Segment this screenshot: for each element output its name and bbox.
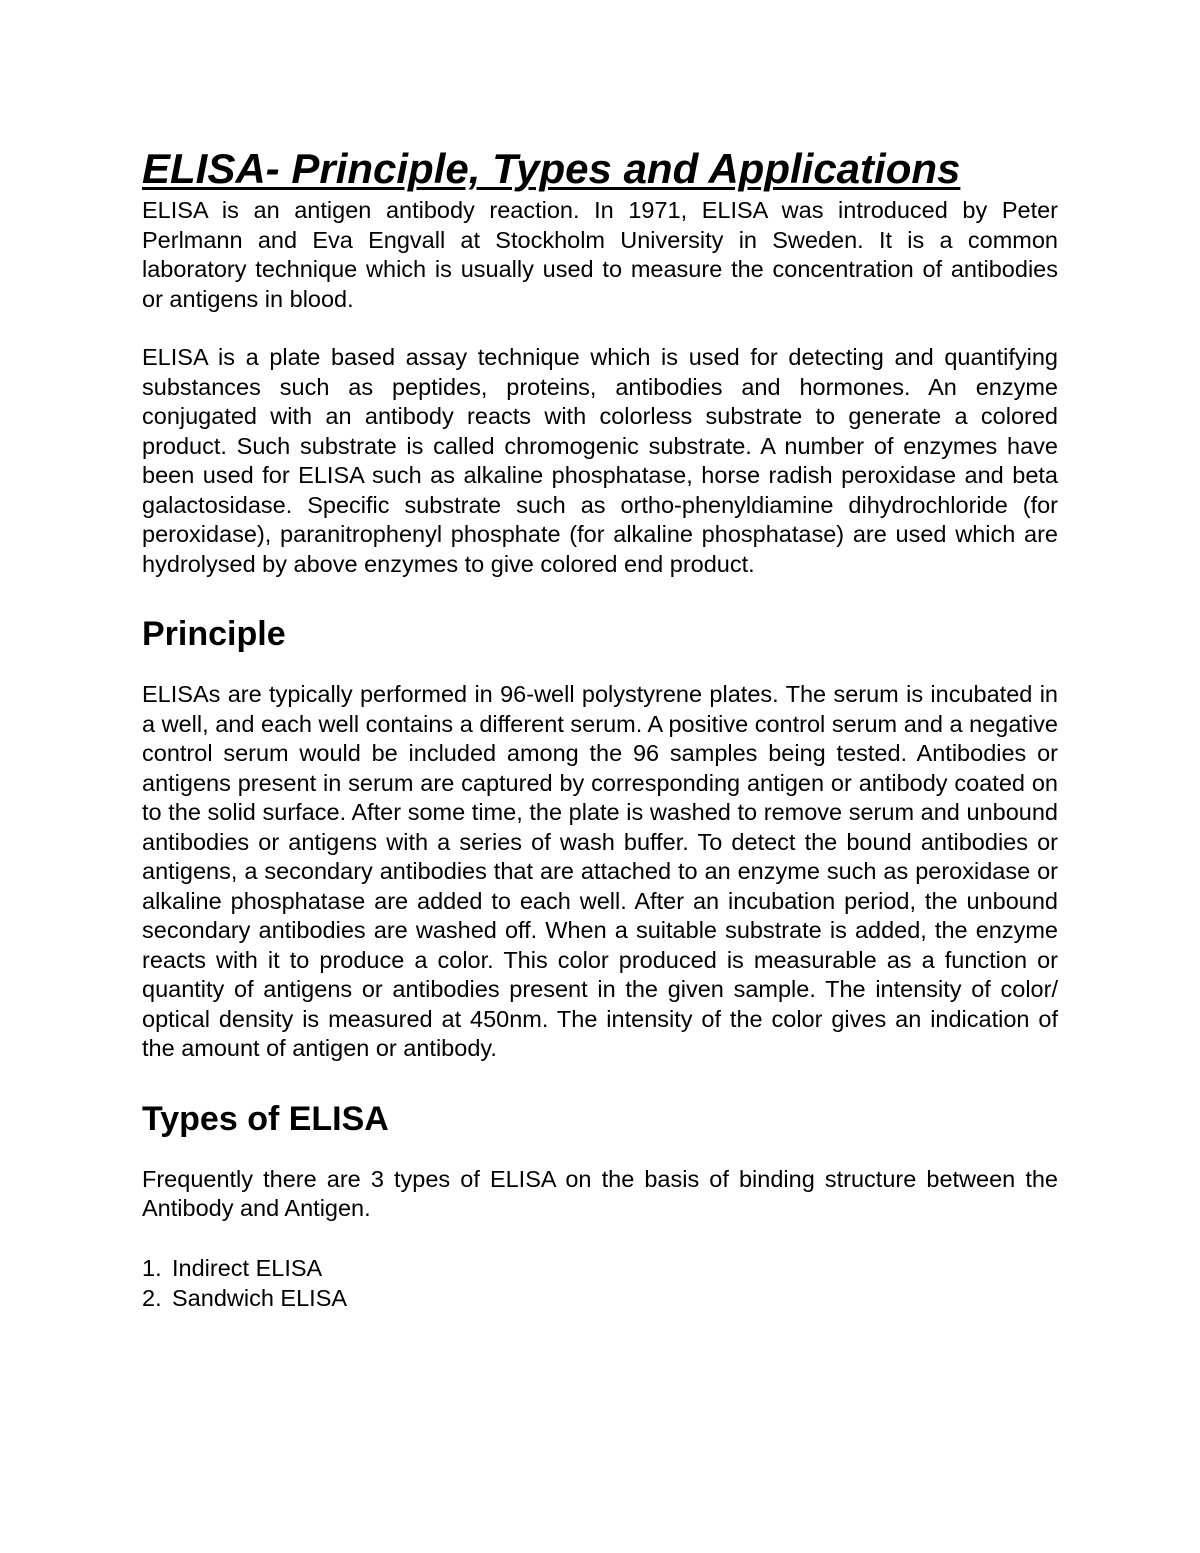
section-spacer bbox=[142, 579, 1058, 614]
types-heading: Types of ELISA bbox=[142, 1099, 389, 1138]
list-item-label: Sandwich ELISA bbox=[172, 1284, 348, 1311]
list-item bbox=[142, 1283, 1058, 1313]
heading-spacer bbox=[142, 1139, 1058, 1165]
types-list bbox=[142, 1253, 1058, 1313]
types-paragraph: Frequently there are 3 types of ELISA on the basis of binding structure between the Antibody and Antigen. bbox=[142, 1165, 1058, 1221]
document-page bbox=[142, 142, 1058, 1313]
paragraph-spacer bbox=[142, 314, 1058, 343]
intro-paragraph-1: ELISA is an antigen antibody reaction. In 1971, ELISA was introduced by Peter Perlmann and Eva Engvall at Stockholm University in Sweden. It is a common laboratory technique which is usually used to measure the concentration of antibodies or antigens in blood. bbox=[142, 197, 1058, 312]
list-item-label: Indirect ELISA bbox=[172, 1254, 323, 1281]
heading-spacer bbox=[142, 654, 1058, 680]
principle-paragraph: ELISAs are typically performed in 96-well polystyrene plates. The serum is incubated in a well, and each well contains a different serum. A positive control serum and a negative control serum would be included among the 96 samples being tested. Antibodies or antigens present in serum are captured by corresponding antigen or antibody coated on to the solid surface. After some time, the plate is washed to remove serum and unbound antibodies or antigens with a series of wash buffer. To detect the bound antibodies or antigens, a secondary antibodies that are attached to an enzyme such as peroxidase or alkaline phosphatase are added to each well. After an incubation period, the unbound secondary antibodies are washed off. When a suitable substrate is added, the enzyme reacts with it to produce a color. This color produced is measurable as a function or quantity of antigens or antibodies present in the given sample. The intensity of color/ optical density is measured at 450nm. The intensity of the color gives an indication of the amount of antigen or antibody. bbox=[142, 681, 1058, 1061]
document-title: ELISA- Principle, Types and Applications bbox=[142, 145, 961, 192]
principle-heading: Principle bbox=[142, 615, 286, 653]
list-item-number: 1. bbox=[142, 1254, 162, 1281]
list-item-number: 2. bbox=[142, 1284, 162, 1311]
list-item bbox=[142, 1253, 1058, 1283]
intro-paragraph-2: ELISA is a plate based assay technique which is used for detecting and quantifying substances such as peptides, proteins, antibodies and hormones. An enzyme conjugated with an antibody reacts with colorless substrate to generate a colored product. Such substrate is called chromogenic substrate. A number of enzymes have been used for ELISA such as alkaline phosphatase, horse radish peroxidase and beta galactosidase. Specific substrate such as ortho-phenyldiamine dihydrochloride (for peroxidase), paranitrophenyl phosphate (for alkaline phosphatase) are used which are hydrolysed by above enzymes to give colored end product. bbox=[142, 344, 1058, 577]
section-spacer bbox=[142, 1064, 1058, 1099]
paragraph-spacer bbox=[142, 1224, 1058, 1253]
